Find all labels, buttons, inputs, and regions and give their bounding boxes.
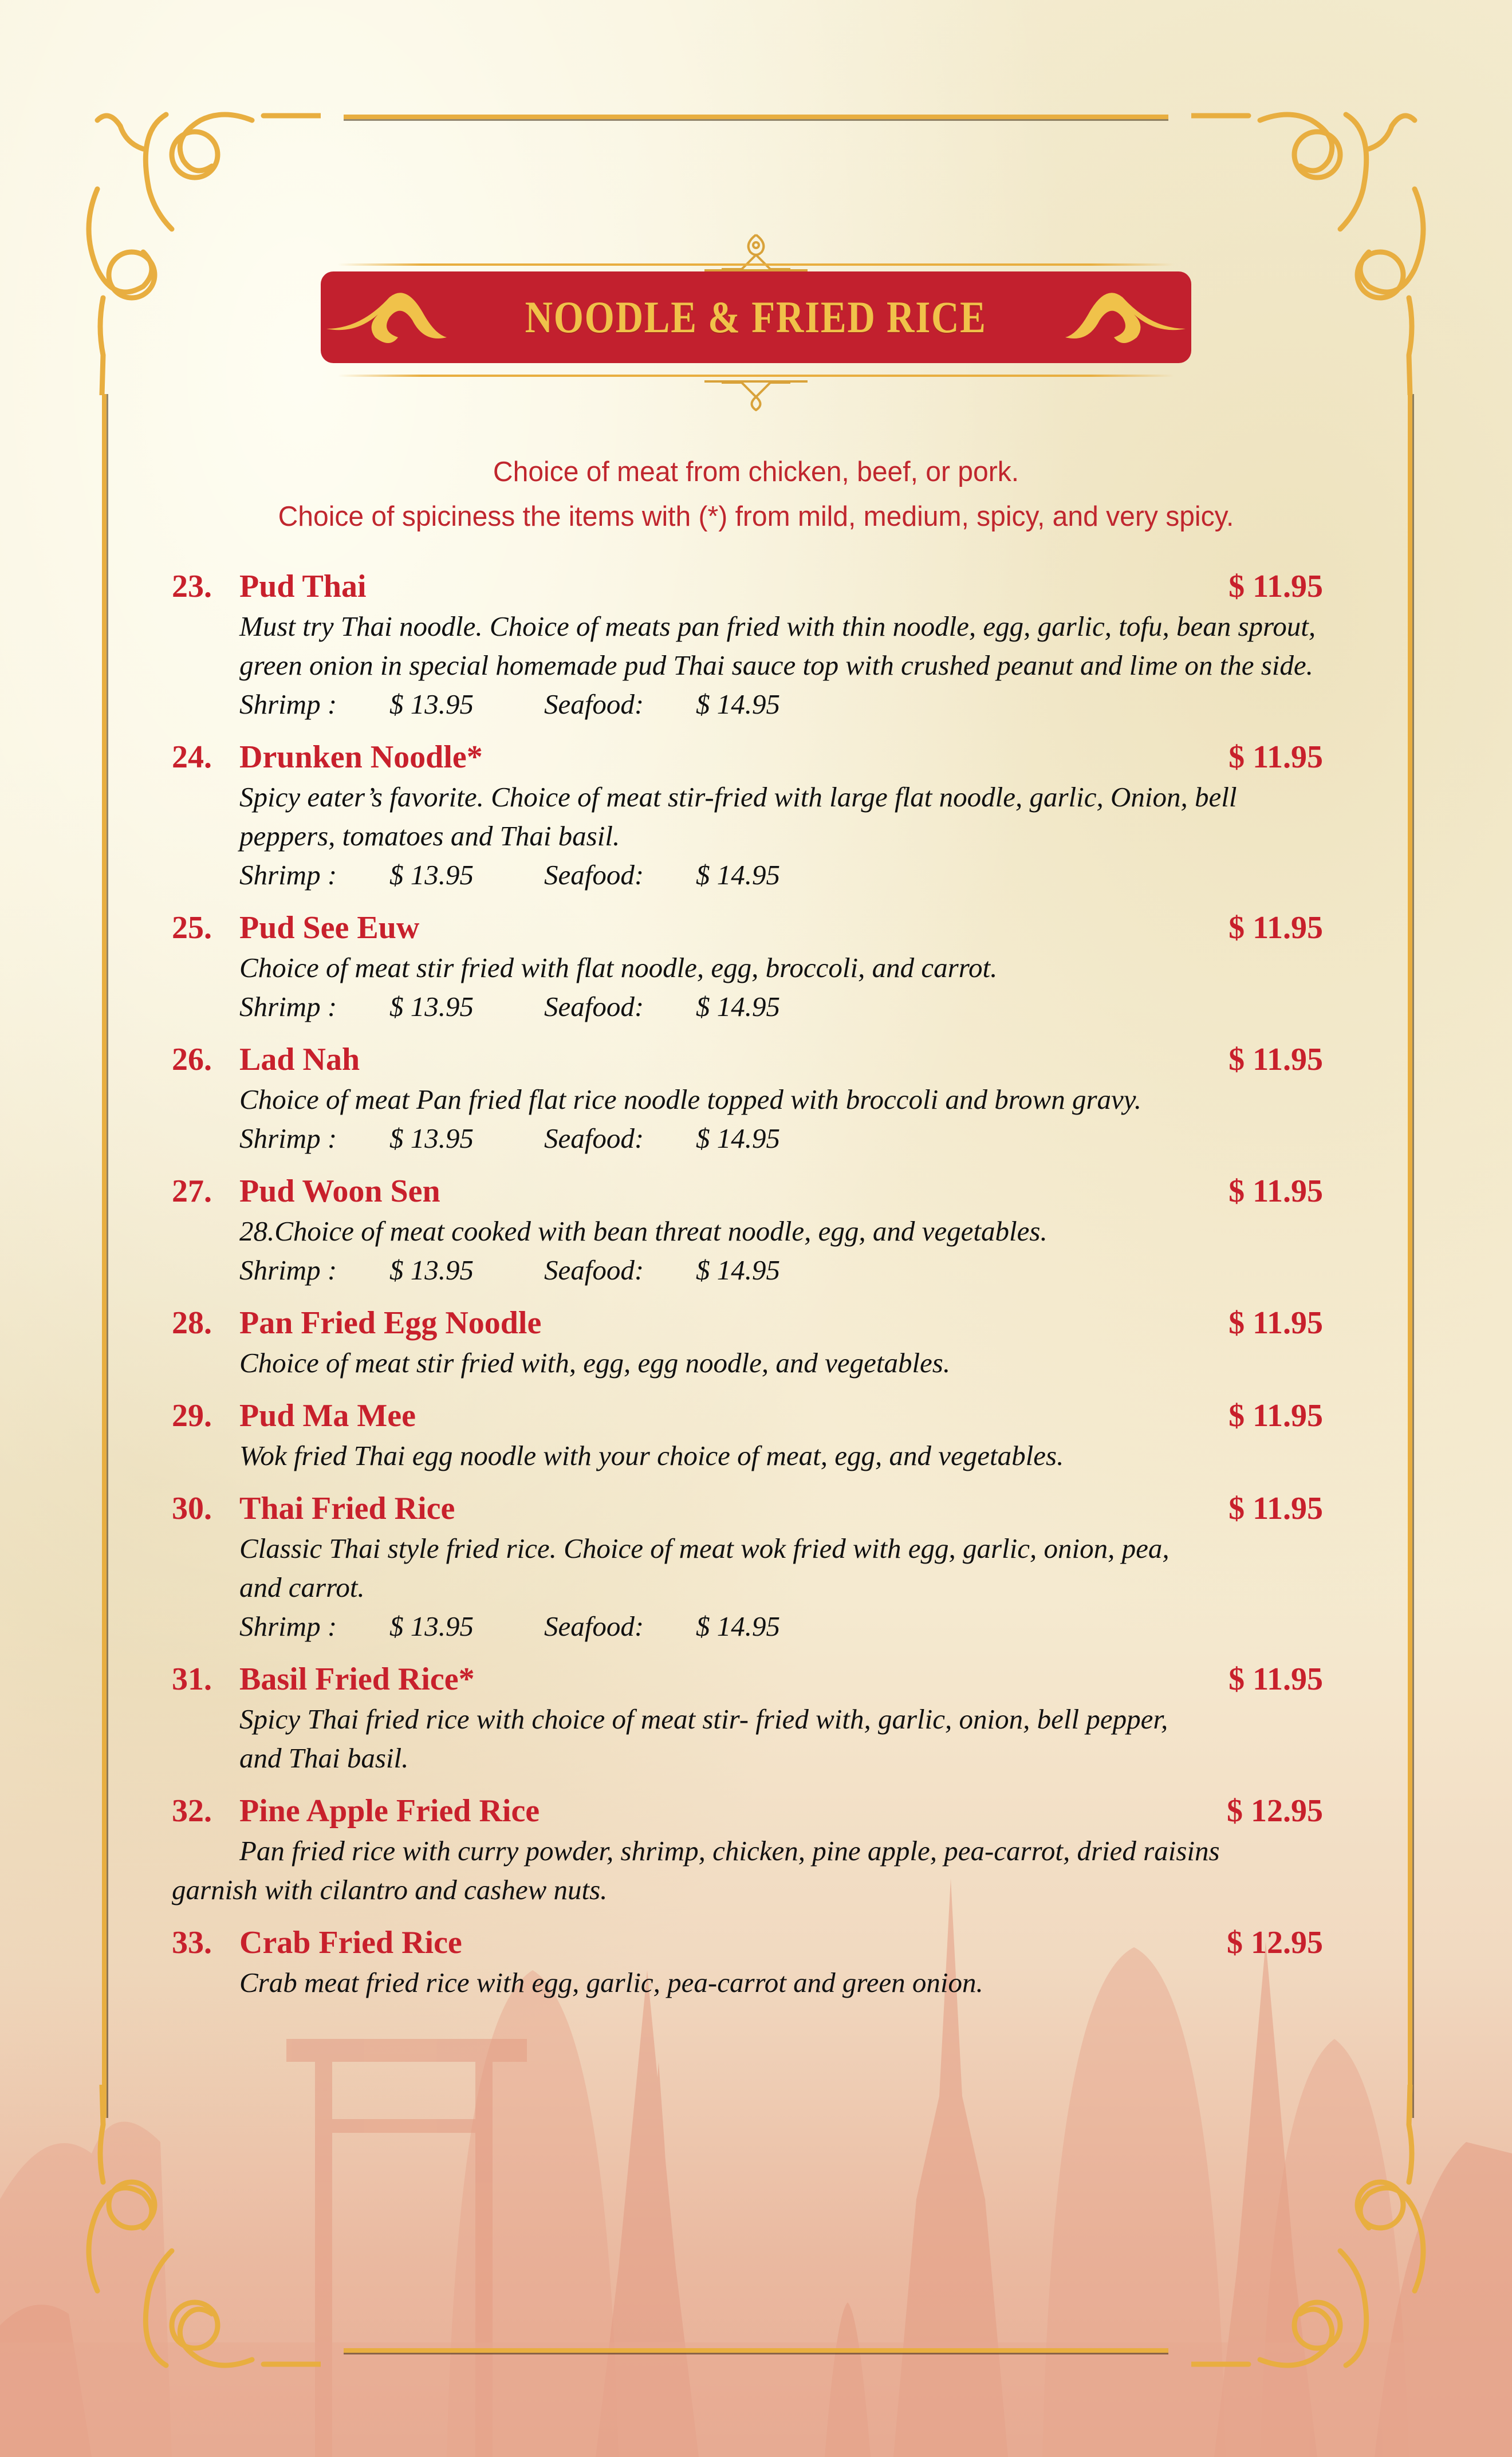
frame-bottom-line [344, 2348, 1168, 2353]
item-price: $ 12.95 [1227, 1793, 1323, 1829]
item-number: 29. [172, 1398, 212, 1434]
shrimp-price: $ 13.95 [389, 688, 474, 720]
item-price: $ 11.95 [1228, 1305, 1323, 1341]
item-number: 28. [172, 1305, 212, 1341]
corner-flourish-bottom-left-icon [80, 2085, 321, 2383]
shrimp-label: Shrimp : [239, 1611, 337, 1642]
item-description: Choice of meat stir fried with, egg, egg noodle, and vegetables. [239, 1347, 951, 1379]
shrimp-price: $ 13.95 [389, 1611, 474, 1642]
item-name: Crab Fried Rice [239, 1925, 462, 1960]
item-price: $ 11.95 [1228, 1174, 1323, 1209]
item-name: Thai Fried Rice [239, 1491, 455, 1526]
item-price: $ 12.95 [1227, 1925, 1323, 1960]
seafood-price: $ 14.95 [696, 1123, 780, 1154]
menu-item [172, 907, 1323, 1026]
item-extras [172, 1251, 1323, 1290]
seafood-price: $ 14.95 [696, 859, 780, 891]
item-price: $ 11.95 [1228, 569, 1323, 604]
corner-flourish-bottom-right-icon [1191, 2085, 1432, 2383]
note-meat-choice: Choice of meat from chicken, beef, or pork. [493, 456, 1019, 487]
item-name: Pud See Euw [239, 910, 420, 946]
shrimp-label: Shrimp : [239, 1123, 337, 1154]
item-name: Pine Apple Fried Rice [239, 1793, 540, 1829]
item-number: 30. [172, 1491, 212, 1526]
menu-item [172, 1171, 1323, 1290]
menu-item [172, 1922, 1323, 2002]
menu-item [172, 1039, 1323, 1158]
item-number: 26. [172, 1042, 212, 1077]
seafood-price: $ 14.95 [696, 1254, 780, 1286]
item-description: Choice of meat stir fried with flat noodle, egg, broccoli, and carrot. [239, 952, 998, 983]
item-number: 31. [172, 1661, 212, 1697]
item-number: 23. [172, 569, 212, 604]
item-number: 32. [172, 1793, 212, 1829]
item-name: Pud Thai [239, 569, 367, 604]
item-number: 27. [172, 1174, 212, 1209]
note-spiciness-choice: Choice of spiciness the items with (*) from mild, medium, spicy, and very spicy. [278, 501, 1234, 532]
item-description: Crab meat fried rice with egg, garlic, pea-carrot and green onion. [239, 1967, 983, 1998]
menu-notes [0, 450, 1512, 539]
shrimp-price: $ 13.95 [389, 1254, 474, 1286]
seafood-label: Seafood: [544, 1611, 644, 1642]
menu-item [172, 1790, 1323, 1909]
menu-item [172, 566, 1323, 724]
item-name: Pan Fried Egg Noodle [239, 1305, 542, 1341]
right-swirl-ornament-icon [1065, 280, 1186, 355]
item-extras [172, 685, 1323, 724]
item-name: Drunken Noodle* [239, 739, 483, 775]
item-price: $ 11.95 [1228, 739, 1323, 775]
menu-item [172, 1488, 1323, 1646]
menu-item [172, 1302, 1323, 1383]
seafood-price: $ 14.95 [696, 991, 780, 1022]
item-number: 33. [172, 1925, 212, 1960]
item-extras [172, 1119, 1323, 1158]
left-swirl-ornament-icon [326, 280, 447, 355]
shrimp-price: $ 13.95 [389, 991, 474, 1022]
item-description: Must try Thai noodle. Choice of meats pan fried with thin noodle, egg, garlic, tofu, bean sprout, green onion in special homemade pud Thai sauce top with crushed peanut and lime on the side. [239, 611, 1316, 681]
menu-item [172, 1659, 1323, 1778]
title-bottom-ornament-icon [687, 377, 825, 411]
seafood-price: $ 14.95 [696, 1611, 780, 1642]
item-number: 24. [172, 739, 212, 775]
item-description: Spicy eater’s favorite. Choice of meat stir-fried with large flat noodle, garlic, Onion, bell peppers, tomatoes and Thai basil. [239, 781, 1237, 852]
item-extras [172, 987, 1323, 1026]
frame-left-line [102, 394, 107, 2118]
item-description: Classic Thai style fried rice. Choice of meat wok fried with egg, garlic, onion, pea, and carrot. [239, 1533, 1170, 1603]
item-name: Pud Woon Sen [239, 1174, 440, 1209]
corner-flourish-top-left-icon [80, 97, 321, 395]
item-description: Choice of meat Pan fried flat rice noodle topped with broccoli and brown gravy. [239, 1084, 1142, 1115]
item-price: $ 11.95 [1228, 1042, 1323, 1077]
item-name: Basil Fried Rice* [239, 1661, 475, 1697]
item-price: $ 11.95 [1228, 910, 1323, 946]
frame-top-line [344, 115, 1168, 119]
title-top-ornament-icon [687, 229, 825, 275]
menu-item [172, 737, 1323, 895]
shrimp-price: $ 13.95 [389, 859, 474, 891]
corner-flourish-top-right-icon [1191, 97, 1432, 395]
section-title-banner [321, 229, 1191, 389]
frame-right-line [1408, 394, 1412, 2118]
seafood-label: Seafood: [544, 1254, 644, 1286]
section-title: NOODLE & FRIED RICE [525, 292, 987, 342]
title-top-rule [338, 263, 1174, 266]
menu-item-list [172, 566, 1323, 2015]
item-description: Spicy Thai fried rice with choice of meat stir- fried with, garlic, onion, bell pepper, and Thai basil. [239, 1703, 1168, 1774]
seafood-label: Seafood: [544, 991, 644, 1022]
item-price: $ 11.95 [1228, 1661, 1323, 1697]
item-extras [172, 856, 1323, 895]
shrimp-label: Shrimp : [239, 688, 337, 720]
item-description: Pan fried rice with curry powder, shrimp, chicken, pine apple, pea-carrot, dried raisins garnish with cilantro and cashew nuts. [172, 1835, 1220, 1905]
item-extras [172, 1607, 1323, 1646]
shrimp-label: Shrimp : [239, 991, 337, 1022]
shrimp-label: Shrimp : [239, 1254, 337, 1286]
seafood-label: Seafood: [544, 688, 644, 720]
item-number: 25. [172, 910, 212, 946]
seafood-label: Seafood: [544, 1123, 644, 1154]
item-name: Pud Ma Mee [239, 1398, 416, 1434]
menu-item [172, 1395, 1323, 1475]
item-description: 28.Choice of meat cooked with bean threat noodle, egg, and vegetables. [239, 1215, 1048, 1247]
shrimp-price: $ 13.95 [389, 1123, 474, 1154]
item-price: $ 11.95 [1228, 1398, 1323, 1434]
shrimp-label: Shrimp : [239, 859, 337, 891]
seafood-label: Seafood: [544, 859, 644, 891]
item-description: Wok fried Thai egg noodle with your choice of meat, egg, and vegetables. [239, 1440, 1064, 1471]
seafood-price: $ 14.95 [696, 688, 780, 720]
title-band [321, 271, 1191, 363]
item-name: Lad Nah [239, 1042, 360, 1077]
item-price: $ 11.95 [1228, 1491, 1323, 1526]
